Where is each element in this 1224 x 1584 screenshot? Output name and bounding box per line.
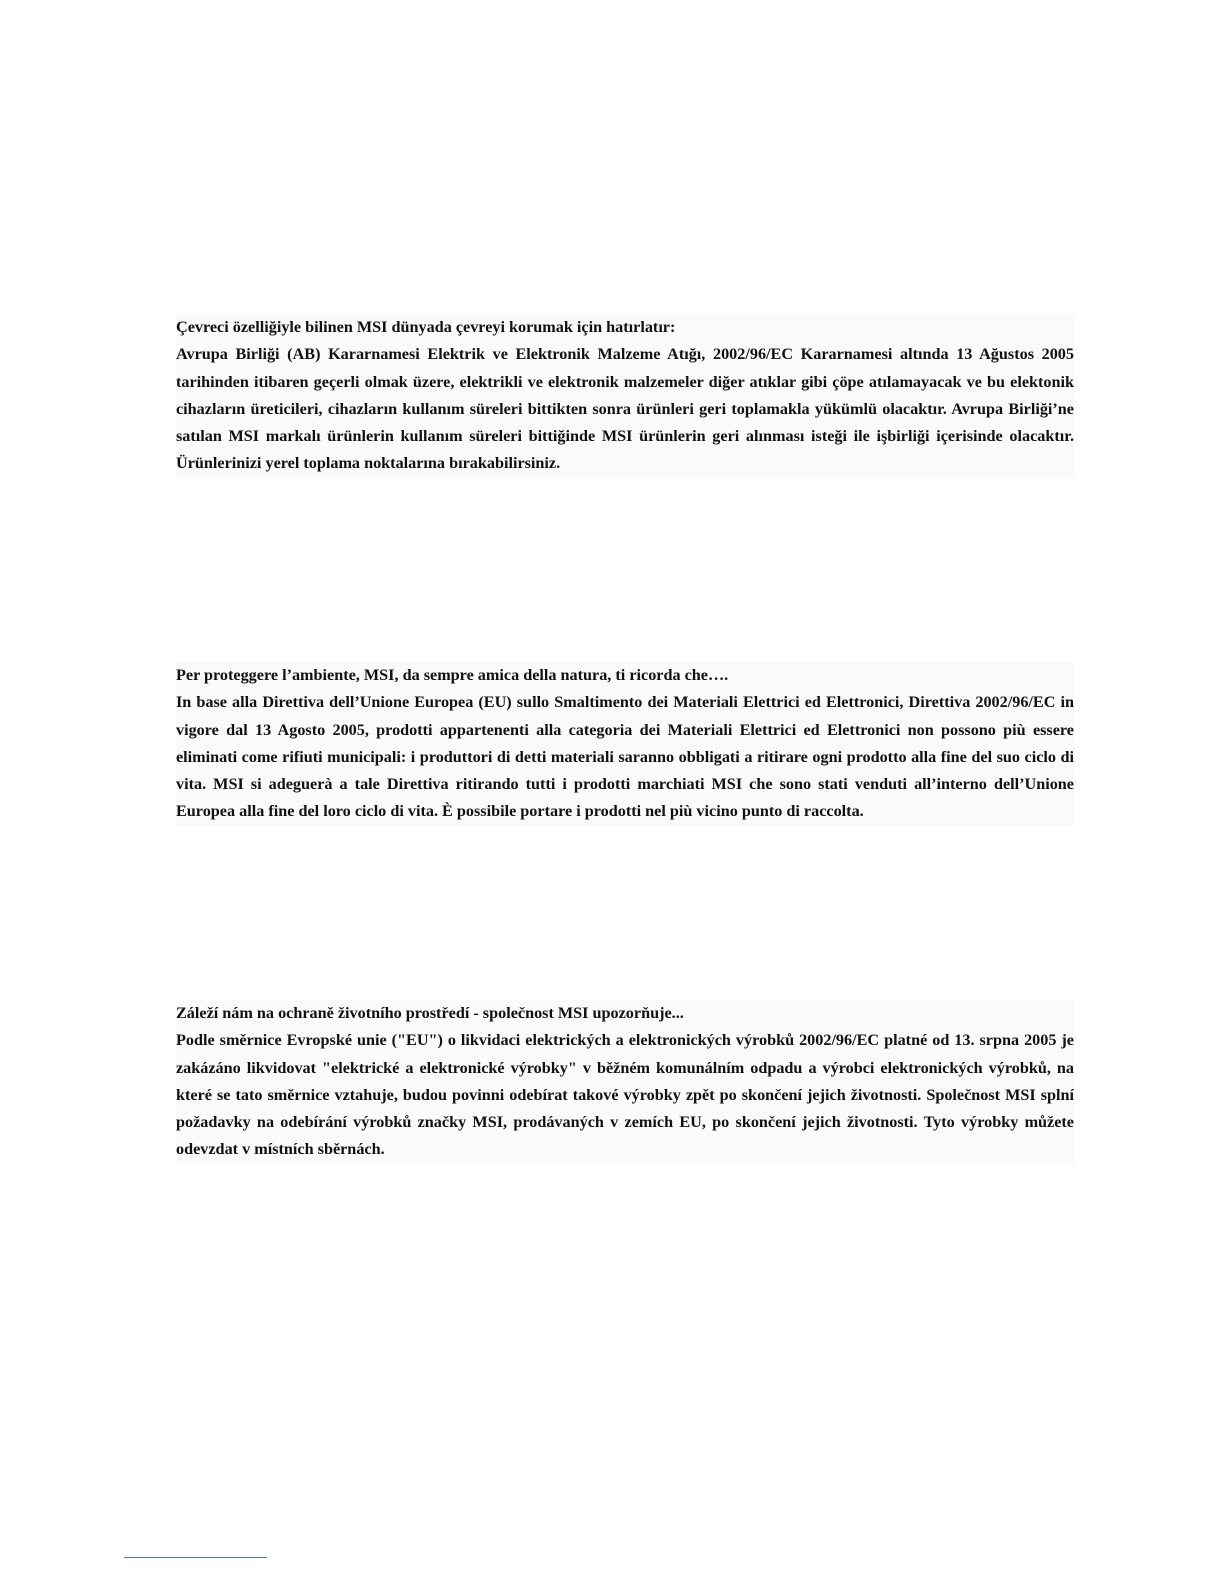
italian-notice	[176, 662, 1074, 826]
czech-notice-heading: Záleží nám na ochraně životního prostředí - společnost MSI upozorňuje...	[176, 1004, 684, 1022]
czech-notice-body: Podle směrnice Evropské unie ("EU") o likvidaci elektrických a elektronických výrobků 2002/96/EC platné od 13. srpna 2005 je zakázáno likvidovat "elektrické a elektronické výrobky" v běžném komunálním odpadu a výrobci elektronických výrobků, na které se tato směrnice vztahuje, budou povinni odebírat takové výrobky zpět po skončení jejich životnosti. Společnost MSI splní požadavky na odebírání výrobků značky MSI, prodávaných v zemích EU, po skončení jejich životnosti. Tyto výrobky můžete odevzdat v místních sběrnách.	[176, 1031, 1074, 1159]
turkish-notice-body: Avrupa Birliği (AB) Kararnamesi Elektrik ve Elektronik Malzeme Atığı, 2002/96/EC Kararnamesi altında 13 Ağustos 2005 tarihinden itibaren geçerli olmak üzere, elektrikli ve elektronik malzemeler diğer atıklar gibi çöpe atılamayacak ve bu elektonik cihazların üreticileri, cihazların kullanım süreleri bittikten sonra ürünleri geri toplamakla yükümlü olacaktır. Avrupa Birliği’ne satılan MSI markalı ürünlerin kullanım süreleri bittiğinde MSI ürünlerin geri alınması isteği ile işbirliği içerisinde olacaktır. Ürünlerinizi yerel toplama noktalarına bırakabilirsiniz.	[176, 345, 1074, 473]
turkish-notice	[176, 314, 1074, 478]
italian-notice-body: In base alla Direttiva dell’Unione Europea (EU) sullo Smaltimento dei Materiali Elettrici ed Elettronici, Direttiva 2002/96/EC in vigore dal 13 Agosto 2005, prodotti appartenenti alla categoria dei Materiali Elettrici ed Elettronici non possono più essere eliminati come rifiuti municipali: i produttori di detti materiali saranno obbligati a ritirare ogni prodotto alla fine del suo ciclo di vita. MSI si adeguerà a tale Direttiva ritirando tutti i prodotti marchiati MSI che sono stati venduti all’interno dell’Unione Europea alla fine del loro ciclo di vita. È possibile portare i prodotti nel più vicino punto di raccolta.	[176, 693, 1074, 821]
czech-notice	[176, 1000, 1074, 1164]
italian-notice-heading: Per proteggere l’ambiente, MSI, da sempre amica della natura, ti ricorda che….	[176, 666, 729, 684]
footnote-separator	[124, 1557, 267, 1558]
turkish-notice-heading: Çevreci özelliğiyle bilinen MSI dünyada çevreyi korumak için hatırlatır:	[176, 318, 676, 336]
